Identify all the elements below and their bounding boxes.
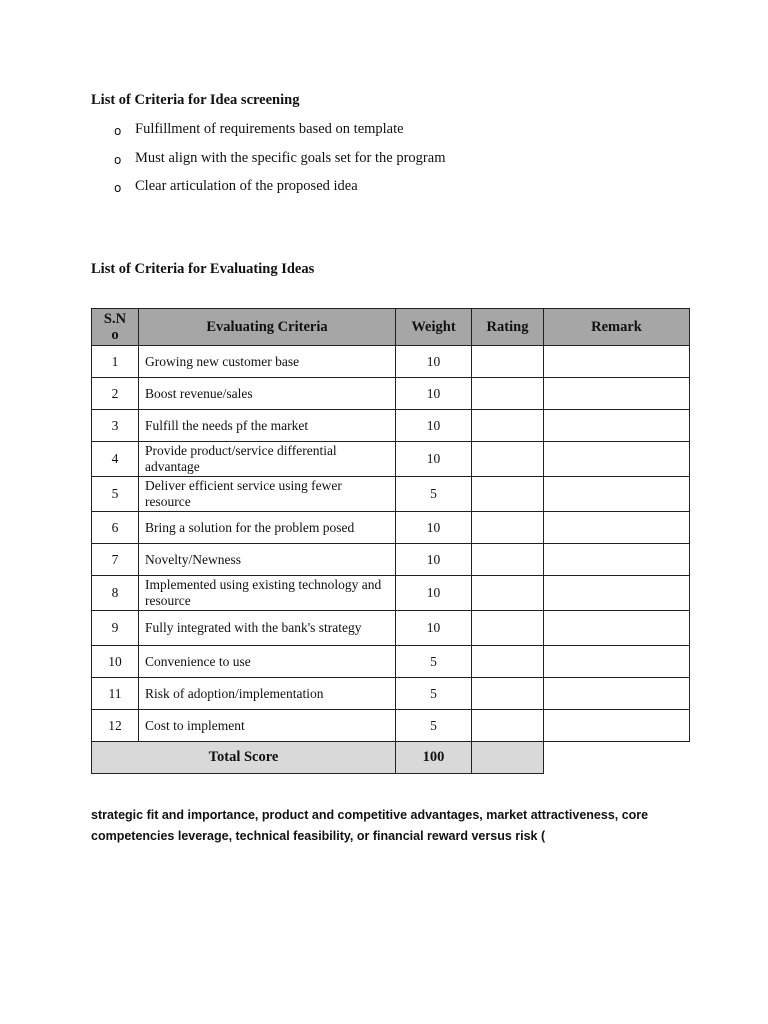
cell-criteria: Fully integrated with the bank's strategy [139,611,396,646]
table-row [92,346,690,378]
cell-remark[interactable] [544,576,690,611]
table-row [92,477,690,512]
cell-weight: 10 [396,378,472,410]
list-item [114,178,445,207]
cell-criteria: Boost revenue/sales [139,378,396,410]
total-row [92,742,690,774]
cell-criteria: Fulfill the needs pf the market [139,410,396,442]
cell-rating[interactable] [472,544,544,576]
cell-remark[interactable] [544,646,690,678]
list-item [114,121,445,150]
cell-sno: 7 [92,544,139,576]
bullet-marker: o [114,124,122,138]
table-row [92,410,690,442]
cell-remark[interactable] [544,477,690,512]
cell-rating[interactable] [472,710,544,742]
cell-remark[interactable] [544,378,690,410]
table-row [92,378,690,410]
cell-criteria: Growing new customer base [139,346,396,378]
cell-criteria: Risk of adoption/implementation [139,678,396,710]
evaluating-heading: List of Criteria for Evaluating Ideas [91,261,315,277]
cell-sno: 9 [92,611,139,646]
cell-weight: 10 [396,346,472,378]
footnote-text: strategic fit and importance, product and competitive advantages, market attractiveness, core competencies leverage, technical feasibility, or financial reward versus risk ( [91,808,649,843]
cell-sno: 1 [92,346,139,378]
cell-weight: 10 [396,611,472,646]
list-item-text: Clear articulation of the proposed idea [135,178,358,194]
cell-remark[interactable] [544,410,690,442]
cell-weight: 10 [396,576,472,611]
cell-rating[interactable] [472,477,544,512]
cell-weight: 5 [396,678,472,710]
list-item [114,150,445,179]
cell-weight: 10 [396,410,472,442]
total-weight: 100 [396,742,472,774]
header-sno: S.N o [92,309,139,346]
cell-weight: 5 [396,646,472,678]
cell-criteria: Implemented using existing technology and resource [139,576,396,611]
cell-sno: 3 [92,410,139,442]
cell-sno: 4 [92,442,139,477]
cell-sno: 2 [92,378,139,410]
table-row [92,678,690,710]
cell-weight: 10 [396,442,472,477]
header-remark: Remark [544,309,690,346]
cell-remark[interactable] [544,512,690,544]
total-rating[interactable] [472,742,544,774]
cell-rating[interactable] [472,646,544,678]
cell-sno: 8 [92,576,139,611]
table-row [92,576,690,611]
cell-remark[interactable] [544,710,690,742]
cell-remark[interactable] [544,611,690,646]
cell-rating[interactable] [472,378,544,410]
bullet-marker: o [114,152,122,167]
cell-weight: 5 [396,477,472,512]
list-item-text: Must align with the specific goals set for the program [135,149,446,166]
cell-criteria: Deliver efficient service using fewer resource [139,477,396,512]
cell-weight: 10 [396,544,472,576]
total-label: Total Score [92,742,396,774]
table-row [92,544,690,576]
header-weight: Weight [396,309,472,346]
cell-criteria: Convenience to use [139,646,396,678]
table-row [92,646,690,678]
cell-remark[interactable] [544,678,690,710]
cell-remark[interactable] [544,346,690,378]
cell-rating[interactable] [472,611,544,646]
total-empty-cell [544,742,690,774]
header-rating: Rating [472,309,544,346]
cell-criteria: Novelty/Newness [139,544,396,576]
cell-criteria: Provide product/service differential advantage [139,442,396,477]
cell-rating[interactable] [472,576,544,611]
cell-rating[interactable] [472,512,544,544]
cell-rating[interactable] [472,442,544,477]
cell-rating[interactable] [472,410,544,442]
cell-remark[interactable] [544,544,690,576]
cell-sno: 11 [92,678,139,710]
criteria-table [91,308,690,774]
table-row [92,710,690,742]
cell-weight: 5 [396,710,472,742]
cell-sno: 10 [92,646,139,678]
cell-rating[interactable] [472,678,544,710]
cell-rating[interactable] [472,346,544,378]
cell-sno: 6 [92,512,139,544]
table-row [92,442,690,477]
table-row [92,611,690,646]
cell-criteria: Cost to implement [139,710,396,742]
cell-weight: 10 [396,512,472,544]
header-criteria: Evaluating Criteria [139,309,396,346]
screening-list [114,121,445,207]
list-item-text: Fulfillment of requirements based on template [135,121,404,137]
bullet-marker: o [114,181,122,195]
cell-remark[interactable] [544,442,690,477]
cell-sno: 12 [92,710,139,742]
table-row [92,512,690,544]
table-header-row [92,309,690,346]
cell-criteria: Bring a solution for the problem posed [139,512,396,544]
cell-sno: 5 [92,477,139,512]
screening-heading: List of Criteria for Idea screening [91,92,300,108]
